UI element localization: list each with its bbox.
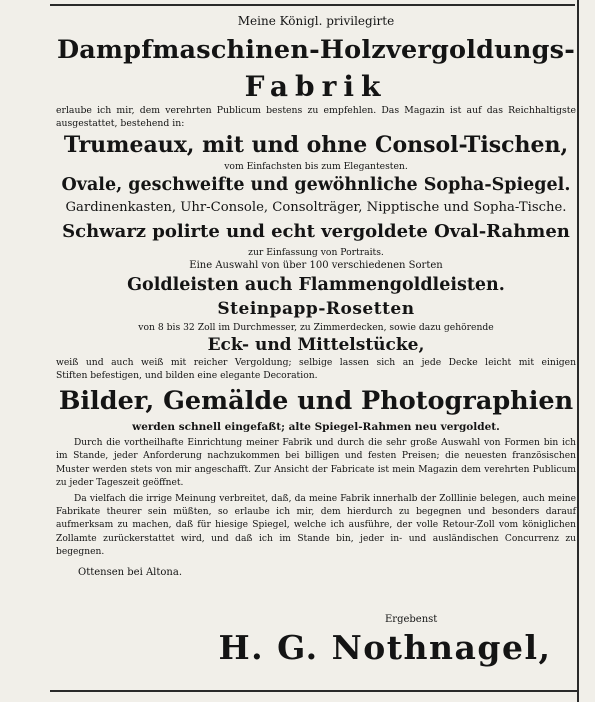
fabrik-heading: Fabrik: [244, 70, 388, 103]
place-line: Ottensen bei Altona.: [78, 566, 182, 578]
framing-note: werden schnell eingefaßt; alte Spiegel-Rahmen neu vergoldet.: [132, 421, 500, 433]
product-trumeaux: Trumeaux, mit und ohne Consol-Tischen,: [63, 132, 569, 158]
intro-text: erlaube ich mir, dem verehrten Publicum bestens zu empfehlen. Das Magazin ist auf das Reichhaltigste ausgestattet, bestehend in:: [56, 105, 576, 129]
product-rosetten: Steinpapp-Rosetten: [217, 299, 415, 319]
product-spiegel: Ovale, geschweifte und gewöhnliche Sopha-Spiegel.: [61, 175, 571, 195]
advertisement: [56, 12, 576, 580]
closing-word: Ergebenst: [385, 614, 438, 625]
top-rule: [50, 4, 575, 6]
product-eckstuecke: Eck- und Mittelstücke,: [207, 335, 425, 355]
product-bilder: Bilder, Gemälde und Photographien: [58, 386, 574, 416]
product-goldleisten: Goldleisten auch Flammengoldleisten.: [127, 275, 505, 295]
paragraph-zoll: Da vielfach die irrige Meinung verbreitet, daß, da meine Fabrik innerhalb der Zolllinie belegen, auch meine Fabrikate theurer sein müßten, so erlaube ich mir, dem hierdurch zu begegnen und besonders darauf aufmerksam zu machen, daß für hiesige Spiegel, welche ich ausführe, der volle Retour-Zoll vom königlichen Zollamte zurückerstattet wird, und daß ich im Stande bin, jeder in- und ausländischen Concurrenz zu begegnen.: [56, 493, 576, 558]
product-rahmen-note: zur Einfassung von Portraits.: [248, 247, 384, 258]
paragraph-fabrik: Durch die vortheilhafte Einrichtung meiner Fabrik und durch die sehr große Auswahl von Formen bin ich im Stande, jeder Anforderung nachzukommen bei billigen und festen Preisen; die neuesten französischen Muster werden stets von mir angeschafft. Zur Ansicht der Fabricate ist mein Magazin dem verehrten Publicum zu jeder Tageszeit geöffnet.: [56, 438, 576, 489]
signature-name: H. G. Nothnagel,: [218, 628, 552, 667]
selection-note: Eine Auswahl von über 100 verschiedenen Sorten: [189, 260, 443, 271]
decoration-note-2: Stiften befestigen, und bilden eine elegante Decoration.: [56, 370, 318, 381]
rosetten-size-note: von 8 bis 32 Zoll im Durchmesser, zu Zimmerdecken, sowie dazu gehörende: [138, 322, 494, 333]
bottom-rule: [50, 690, 577, 692]
decoration-note-1: weiß und auch weiß mit reicher Vergoldung; selbige lassen sich an jede Decke leicht mit einigen: [56, 357, 576, 368]
product-trumeaux-note: vom Einfachsten bis zum Elegantesten.: [224, 161, 408, 172]
column-rule: [577, 0, 579, 702]
product-rahmen: Schwarz polirte und echt vergoldete Oval-Rahmen: [62, 221, 570, 242]
intro-heading: Meine Königl. privilegirte: [237, 14, 395, 28]
product-list: Gardinenkasten, Uhr-Console, Consolträger, Nipptische und Sopha-Tische.: [65, 200, 567, 215]
company-name: Dampfmaschinen-Holzvergoldungs-: [56, 35, 576, 65]
